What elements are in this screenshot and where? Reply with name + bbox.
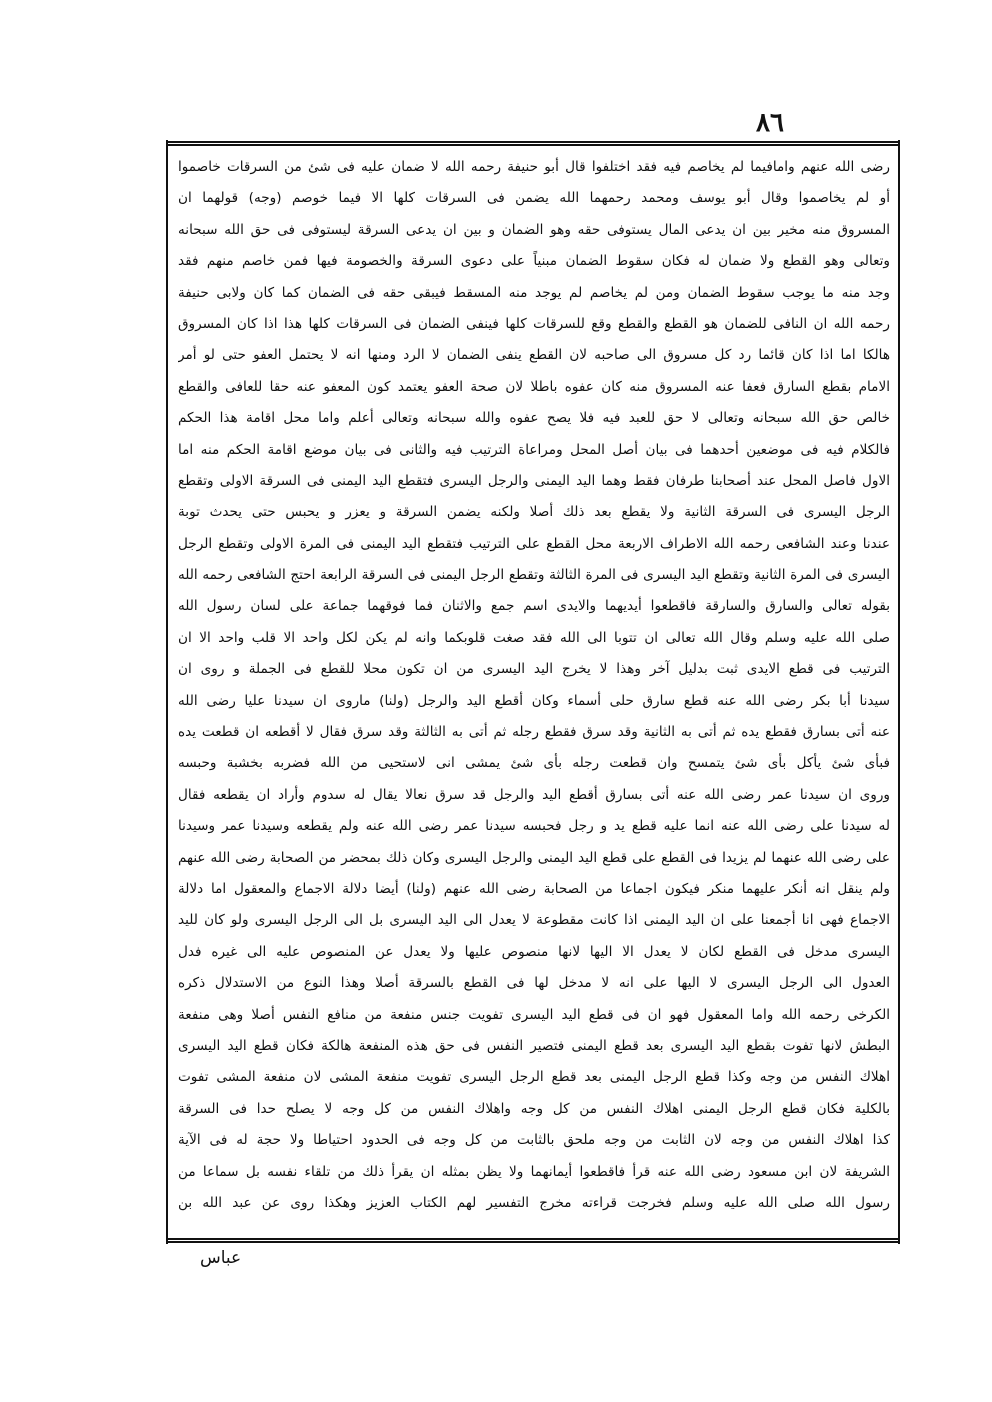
text-line-18: سيدنا أبا بكر رضى الله عنه قطع سارق حلى أسماء وكان أقطع اليد والرجل (ولنا) ماروى ان سيدنا عليا رضى الله (178, 692, 890, 709)
text-line-24: ولم ينقل انه أنكر عليهما منكر فيكون اجماعا من الصحابة رضى الله عنهم (ولنا) أيضا دلالة الاجماع والمعقول اما دلالة (178, 880, 890, 897)
text-line-9: خالص حق الله سبحانه وتعالى لا حق للعبد فيه فلا يصح عفوه والله سبحانه وتعالى أعلم واما محل اقامة هذا الحكم (178, 410, 890, 427)
text-line-26: اليسرى مدخل فى القطع لكان لا يعدل الا اليها لانها منصوص عليها ولا يعدل عن المنصوص عليه الى غيره فدل (178, 943, 890, 960)
text-line-10: فالكلام فيه فى موضعين أحدهما فى بيان أصل المحل ومراعاة الترتيب فيه والثانى فى بيان موضع اقامة الحكم منه اما (178, 441, 890, 458)
text-line-14: اليسرى فى المرة الثانية وتقطع اليد اليسرى فى المرة الثالثة وتقطع الرجل اليمنى فى السرقة الرابعة احتج الشافعى رحمه الله (178, 567, 890, 584)
text-line-29: البطش لانها تفوت بقطع اليد اليسرى بعد قطع اليمنى فتصير النفس فى حق هذه المنفعة هالكة فكان قطع اليد اليسرى (178, 1037, 890, 1054)
text-line-12: الرجل اليسرى فى السرقة الثانية ولا يقطع بعد ذلك أصلا ولكنه يضمن السرقة و يعزر و يحبس حتى يحدث توبة (178, 504, 890, 521)
text-line-30: اهلاك النفس من وجه وكذا قطع الرجل اليمنى بعد قطع الرجل اليسرى تفويت منفعة المشى لان منفعة المشى تفوت (178, 1069, 890, 1086)
text-line-20: فبأى شئ يأكل بأى شئ يتمسح وان قطعت رجله بأى شئ يمشى انى لاستحيى من الله فضربه بخشبة وحبسه (178, 755, 890, 772)
text-line-23: على رضى الله عنهما لم يزيدا فى القطع على قطع اليد اليمنى والرجل اليسرى وكان ذلك بمحضر من الصحابة رضى الله عنهم (178, 849, 890, 866)
text-line-34: رسول الله صلى الله عليه وسلم فخرجت قراءته مخرج التفسير لهم الكتاب العزيز وهكذا روى عن عبد الله بن (178, 1194, 890, 1211)
text-line-2: أو لم يخاصموا وقال أبو يوسف ومحمد رحمهما الله يضمن فى السرقات كلها الا فيما خوصم (وجه) قولهما ان (178, 190, 890, 207)
text-line-15: بقوله تعالى والسارق والسارقة فاقطعوا أيديهما والايدى اسم جمع والاثنان فما فوقهما جماعة على لسان رسول الله (178, 598, 890, 615)
text-line-3: المسروق منه مخير بين ان يدعى المال يستوفى حقه وهو الضمان و بين ان يدعى السرقة ليستوفى فى حق الله سبحانه (178, 221, 890, 238)
text-line-13: عندنا وعند الشافعى رحمه الله الاطراف الاربعة محل القطع على الترتيب فتقطع اليد اليمنى فى المرة الاولى وتقطع الرجل (178, 535, 890, 552)
text-line-11: الاول فاصل المحل عند أصحابنا طرفان فقط وهما اليد اليمنى والرجل اليسرى فتقطع اليد اليمنى فى السرقة الاولى وتقطع (178, 472, 890, 489)
text-line-25: الاجماع فهى انا أجمعنا على ان اليد اليمنى اذا كانت مقطوعة لا يعدل الى اليد اليسرى بل الى الرجل اليسرى ولو كان لليد (178, 912, 890, 929)
text-line-22: له سيدنا على رضى الله عنه انما عليه قطع يد و رجل فحبسه سيدنا عمر رضى الله عنه ولم يقطعه وسيدنا عمر وسيدنا (178, 818, 890, 835)
text-line-21: وروى ان سيدنا عمر رضى الله عنه أتى بسارق أقطع اليد والرجل قد سرق نعالا يقال له سدوم وأراد ان يقطعه فقال (178, 786, 890, 803)
text-line-7: هالكا اما اذا كان قائما رد كل مسروق الى صاحبه لان القطع ينفى الضمان لا الرد ومنها انه لا يحتمل العفو حتى لو أمر (178, 347, 890, 364)
text-line-17: الترتيب فى قطع الايدى ثبت بدليل آخر وهذا لا يخرج اليد اليسرى من ان تكون محلا للقطع فى الجملة و روى ان (178, 661, 890, 678)
catchword: عباس (200, 1248, 242, 1268)
main-text (178, 152, 890, 1219)
text-frame (166, 141, 900, 1243)
text-line-5: وجد منه ما يوجب سقوط الضمان ومن لم يخاصم لم يوجد منه المسقط فيبقى حقه فى الضمان كما كان ولابى حنيفة (178, 284, 890, 301)
text-line-28: الكرخى رحمه الله واما المعقول فهو ان فى قطع اليد اليسرى تفويت جنس منفعة من منافع النفس أصلا وهى منفعة (178, 1006, 890, 1023)
text-line-31: بالكلية فكان قطع الرجل اليمنى اهلاك النفس من كل وجه واهلاك النفس من كل وجه لا يصلح حدا فى السرقة (178, 1100, 890, 1117)
text-line-4: وتعالى وهو القطع ولا ضمان له فكان سقوط الضمان مبنياً على دعوى السرقة والخصومة فيها فمن خاصم منهم فقد (178, 253, 890, 270)
text-line-8: الامام بقطع السارق فعفا عنه المسروق منه كان عفوه باطلا لان صحة العفو يعتمد كون المعفو عنه حقا للعافى والقطع (178, 378, 890, 395)
text-line-1: رضى الله عنهم وامافيما لم يخاصم فيه فقد اختلفوا قال أبو حنيفة رحمه الله لا ضمان عليه فى شئ من السرقات خاصموا (178, 159, 890, 175)
text-line-19: عنه أتى بسارق فقطع يده ثم أتى به الثانية وقد سرق فقطع رجله ثم أتى به الثالثة وقد سرق فقال لا أقطعه ان قطعت يده (178, 724, 890, 741)
text-line-6: رحمه الله ان النافى للضمان هو القطع والقطع وقع للسرقات كلها فينفى الضمان فى السرقات كلها هذا اذا كان المسروق (178, 315, 890, 332)
text-line-32: كذا اهلاك النفس من وجه لان الثابت من وجه ملحق بالثابت من كل وجه فى الحدود احتياطا ولا حجة له فى الآية (178, 1132, 890, 1149)
text-line-16: صلى الله عليه وسلم وقال الله تعالى ان تتوبا الى الله فقد صغت قلوبكما وانه لم يكن لكل واحد الا قلب واحد الا ان (178, 629, 890, 646)
page-number: ٨٦ (756, 108, 784, 138)
text-line-27: العدول الى الرجل اليسرى لا اليها على انه لا مدخل لها فى القطع بالسرقة أصلا وهذا النوع من الاستدلال ذكره (178, 975, 890, 992)
text-line-33: الشريفة لان ابن مسعود رضى الله عنه قرأ فاقطعوا أيمانهما ولا يظن بمثله ان يقرأ ذلك من تلقاء نفسه بل سماعا من (178, 1163, 890, 1180)
